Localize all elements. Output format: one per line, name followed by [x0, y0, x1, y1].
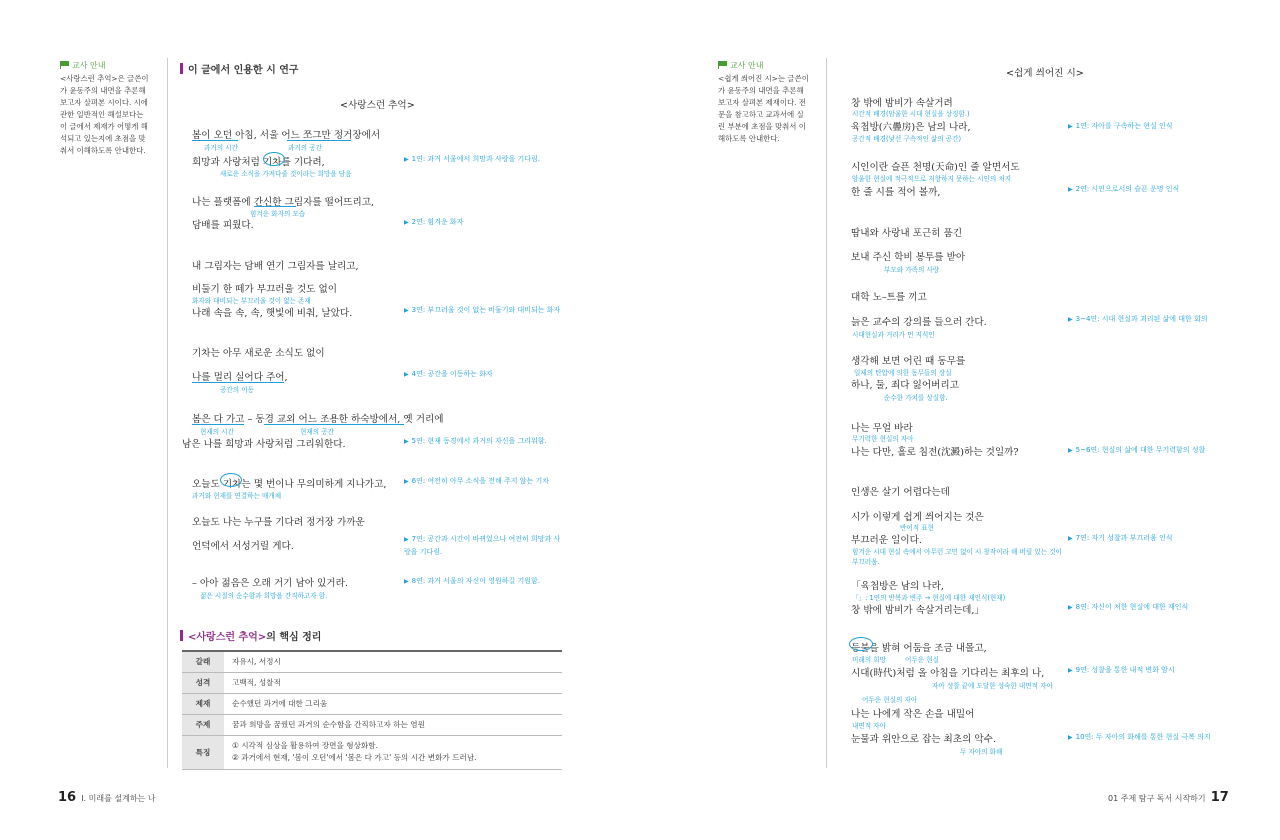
- annotation: 두 자아의 화해: [960, 748, 1003, 756]
- annotation: 과거의 공간: [288, 144, 322, 152]
- annotation: 무기력한 현실의 자아: [852, 435, 914, 443]
- poem-line: 생각해 보면 어린 때 동무를: [851, 356, 966, 367]
- teacher-note-line: 춰서 이해하도록 안내한다.: [60, 146, 146, 155]
- poem-line: 남은 나를 희망과 사랑처럼 그리워한다.: [182, 439, 346, 450]
- teacher-note-line: 보고자 살펴본 시이다. 시에: [60, 98, 148, 107]
- annotation: 미래의 희망: [852, 656, 886, 664]
- poem-line: 기차는 아무 새로운 소식도 없이: [192, 348, 325, 359]
- poem-line: 나는 플랫폼에 간신한 그림자를 떨어뜨리고,: [192, 197, 375, 208]
- verse-note: ▶ 6연: 여전히 아무 소식을 전해 주지 않는 기차: [404, 477, 549, 485]
- teacher-note-left: [60, 60, 156, 157]
- poem-line: 오늘도 나는 누구를 기다려 정거장 가까운: [192, 517, 365, 528]
- poem-line: 인생은 살기 어렵다는데: [851, 487, 950, 498]
- poem-line: 부끄러운 일이다.: [851, 535, 922, 546]
- margin-divider: [826, 58, 827, 768]
- annotation: 어두운 현실의 자아: [862, 696, 918, 704]
- verse-note: ▶ 1연: 과거 서울에서 희망과 사랑을 기다림.: [404, 155, 540, 163]
- teacher-note-line: <사랑스런 추억>은 글쓴이: [60, 74, 149, 83]
- verse-note: ▶ 1연: 자아를 구속하는 현실 인식: [1068, 122, 1173, 130]
- annotation: 시간적 배경(암울한 시대 현실을 상징함.): [852, 110, 970, 118]
- poem-line: 오늘도 기차는 몇 번이나 무의미하게 지나가고,: [192, 479, 387, 490]
- flag-icon: [60, 61, 69, 69]
- annotation: 현재의 시간: [200, 428, 234, 436]
- poem-line: 창 밖에 밤비가 속살거리는데,」: [851, 605, 985, 616]
- poem-line: 시대(時代)처럼 올 아침을 기다리는 최후의 나,: [851, 668, 1045, 679]
- teacher-note-line: 관한 일반적인 해설보다는: [60, 110, 144, 119]
- footer-right: 01 주제 탐구 독서 시작하기 17: [1108, 790, 1229, 805]
- poem-line: 희망과 사랑처럼 기차를 기다려,: [192, 157, 325, 168]
- poem-line: 나는 나에게 작은 손을 내밀어: [851, 709, 975, 720]
- annotation: 일제의 탄압에 의한 동무들의 상실: [854, 369, 952, 377]
- flag-icon: [718, 61, 727, 69]
- annotation: 「」: 1연의 반복과 변주 → 현실에 대한 재인식(현재): [852, 594, 1006, 602]
- annotation: 힘겨운 시대 현실 속에서 아무런 고민 없이 시 창작이라 해 버릴 있는 것이 부끄러움.: [852, 548, 1062, 566]
- annotation: 암울한 현실에 적극적으로 저항하지 못하는 시인의 처지: [852, 175, 1012, 183]
- table-row: 주제 꿈과 희망을 꿈꿨던 과거의 순수함을 간직하고자 하는 염원: [182, 714, 562, 735]
- annotation: 부모와 가족의 사랑: [884, 266, 940, 274]
- verse-note: ▶ 8연: 과거 서울의 자신이 영원하길 기원함.: [404, 577, 540, 585]
- poem-line: – 아아 젊음은 오래 거기 남아 있거라.: [192, 578, 348, 589]
- annotation: 화자와 대비되는 부끄러울 것이 없는 존재: [192, 297, 311, 305]
- poem-title: <쉽게 씌어진 시>: [1006, 68, 1084, 79]
- poem-line: 창 밖에 밤비가 속살거려: [851, 98, 953, 109]
- teacher-note-line: 이 글에서 제재가 어떻게 해: [60, 122, 148, 131]
- annotation: 시대현실과 거리가 먼 지식인: [852, 331, 935, 339]
- footer-left: 16 I. 미래를 설계하는 나: [58, 790, 156, 805]
- poem-line: 내 그림자는 담배 연기 그림자를 날리고,: [192, 261, 359, 272]
- poem-line: 시인이란 슬픈 천명(天命)인 줄 알면서도: [851, 162, 1020, 173]
- poem-line: 나를 멀리 실어다 주어,: [192, 372, 288, 383]
- poem-line: 대학 노–트를 끼고: [851, 292, 927, 303]
- annotation: 반어적 표현: [900, 524, 934, 532]
- annotation: 새로운 소식을 가져다줄 것이라는 희망을 담음: [220, 170, 352, 178]
- teacher-note-head: 교사 안내: [730, 61, 764, 70]
- summary-table: [182, 650, 562, 770]
- teacher-note-head: 교사 안내: [72, 61, 106, 70]
- poem-line: 보내 주신 학비 봉투를 받아: [851, 252, 966, 263]
- annotation: 어두운 현실: [905, 656, 939, 664]
- poem-line: 나는 다만, 홀로 침전(沈澱)하는 것일까?: [851, 447, 1019, 458]
- poem-line: 「육첩방은 남의 나라,: [851, 581, 944, 592]
- teacher-note-line: 가 윤동주의 내면을 추론해: [60, 86, 146, 95]
- poem-line: 담배를 피웠다.: [192, 220, 254, 231]
- poem-line: 봄이 오던 아침, 서울 어느 쪼그만 정거장에서: [192, 130, 381, 141]
- table-row: 제재 순수했던 과거에 대한 그리움: [182, 693, 562, 714]
- poem-line: 나래 속을 속, 속, 햇빛에 비춰, 날았다.: [192, 308, 353, 319]
- table-row: 갈래 자유시, 서정시: [182, 651, 562, 672]
- annotation: 현재의 공간: [300, 428, 334, 436]
- annotation: 힘겨운 화자의 모습: [250, 210, 306, 218]
- poem-line: 육첩방(六疊房)은 남의 나라,: [851, 122, 971, 133]
- table-row: 특징 ① 시각적 심상을 활용하여 장면을 형상화함. ② 과거에서 현재, '봄이 오던'에서 '봄은 다 가고' 등의 시간 변화가 드러남.: [182, 735, 562, 769]
- verse-note: ▶ 5~6연: 현실의 삶에 대한 무기력함의 성찰: [1068, 446, 1206, 454]
- teacher-note-line: 문을 참고하고 교과서에 실: [718, 110, 804, 119]
- annotation: 과거와 현재를 연결하는 매개체: [192, 492, 282, 500]
- verse-note: ▶ 2연: 힘겨운 화자: [404, 218, 464, 226]
- section-title: 이 글에서 인용한 시 연구: [180, 61, 299, 76]
- teacher-note-line: 린 부분에 초점을 맞춰서 이: [718, 122, 806, 131]
- poem-line: 봄은 다 가고 – 동경 교외 어느 조용한 하숙방에서, 옛 거리에: [192, 414, 444, 425]
- poem-line: 비둘기 한 떼가 부끄러울 것도 없이: [192, 284, 337, 295]
- poem-line: 땀내와 사랑내 포근히 품긴: [851, 228, 963, 239]
- verse-note: ▶ 2연: 시인으로서의 슬픈 운명 인식: [1068, 185, 1180, 193]
- annotation: 과거의 시간: [204, 144, 238, 152]
- verse-note: ▶ 8연: 자신이 처한 현실에 대한 재인식: [1068, 603, 1189, 611]
- annotation: 공간적 배경(낯선 구속적인 삶의 공간): [852, 135, 962, 143]
- poem-line: 등불을 밝혀 어둠을 조금 내몰고,: [851, 643, 987, 654]
- teacher-note-line: 보고자 살펴본 제재이다. 전: [718, 98, 806, 107]
- poem-title: <사랑스런 추억>: [340, 100, 415, 111]
- poem-line: 하나, 둘, 죄다 잃어버리고: [851, 380, 959, 391]
- annotation: 자아 성찰 끝에 도달한 성숙한 내면적 자아: [932, 682, 1053, 690]
- poem-line: 한 줄 시를 적어 볼까,: [851, 187, 941, 198]
- poem-line: 눈물과 위안으로 잡는 최초의 악수.: [851, 734, 996, 745]
- poem-line: 나는 무얼 바라: [851, 423, 913, 434]
- verse-note: ▶ 4연: 공간을 이동하는 화자: [404, 370, 493, 378]
- poem-line: 시가 이렇게 쉽게 씌어지는 것은: [851, 512, 984, 523]
- annotation: 공간의 이동: [220, 386, 254, 394]
- poem-line: 언덕에서 서성거릴 게다.: [192, 541, 294, 552]
- annotation: 젊은 시절의 순수함과 희망을 간직하고자 함.: [200, 592, 328, 600]
- verse-note: ▶ 3~4연: 시대 현실과 괴리된 삶에 대한 회의: [1068, 315, 1208, 323]
- teacher-note-line: <쉽게 씌어진 시>는 글쓴이: [718, 74, 809, 83]
- verse-note: ▶ 7연: 자기 성찰과 부끄러움 인식: [1068, 534, 1173, 542]
- margin-divider: [167, 58, 168, 768]
- table-row: 성격 고백적, 성찰적: [182, 672, 562, 693]
- verse-note: ▶ 7연: 공간과 시간이 바뀌었으나 여전히 희망과 사랑을 기다림.: [404, 535, 561, 556]
- poem-line: 늙은 교수의 강의를 들으러 간다.: [851, 317, 987, 328]
- summary-title: <사랑스런 추억>의 핵심 정리: [180, 628, 321, 643]
- verse-note: ▶ 10연: 두 자아의 화해를 통한 현실 극복 의지: [1068, 733, 1211, 741]
- verse-note: ▶ 5연: 현재 동경에서 과거의 자신을 그리워함.: [404, 437, 547, 445]
- teacher-note-line: 해하도록 안내한다.: [718, 134, 780, 143]
- teacher-note-line: 가 윤동주의 내면을 추론해: [718, 86, 804, 95]
- annotation: 순수한 가치를 상실함.: [884, 394, 948, 402]
- verse-note: ▶ 9연: 성찰을 통한 내적 변화 암시: [1068, 666, 1175, 674]
- teacher-note-line: 석되고 있는지에 초점을 맞: [60, 134, 146, 143]
- annotation: 내면적 자아: [852, 722, 886, 730]
- teacher-note-right: [718, 60, 814, 145]
- verse-note: ▶ 3연: 부끄러울 것이 없는 비둘기와 대비되는 화자: [404, 306, 561, 314]
